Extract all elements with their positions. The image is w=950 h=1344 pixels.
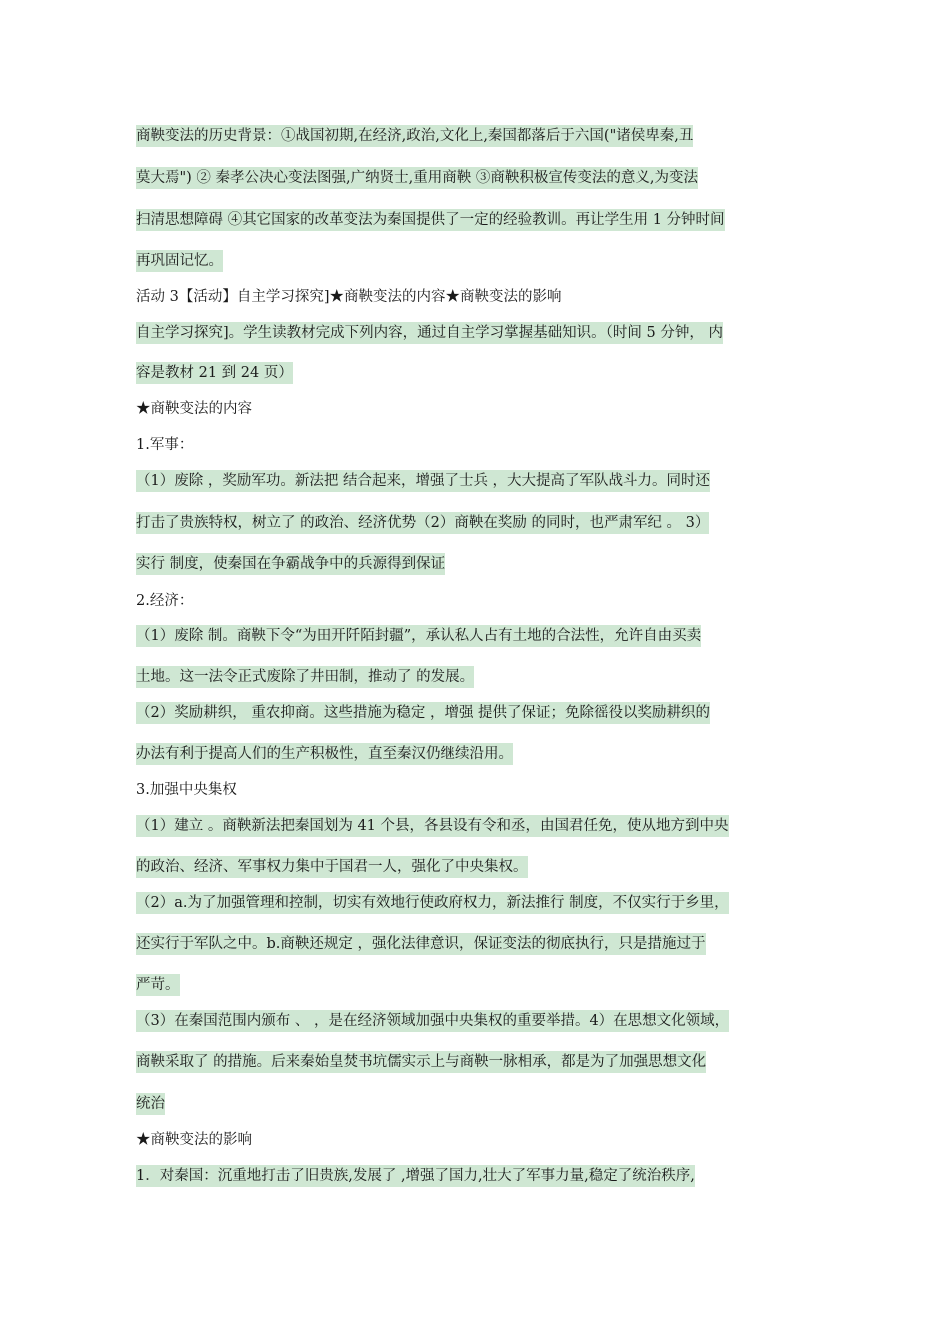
text-line: （1）废除 ，奖励军功。新法把 结合起来，增强了士兵 ，大大提高了军队战斗力。同时还 bbox=[136, 470, 710, 492]
text-line: 土地。这一法令正式废除了井田制，推动了 的发展。 bbox=[136, 666, 474, 688]
text-line: （2）a.为了加强管理和控制，切实有效地行使政府权力，新法推行 制度，不仅实行于乡里， bbox=[136, 892, 729, 914]
text-line: （3）在秦国范围内颁布 、 ，是在经济领域加强中央集权的重要举措。4）在思想文化领域， bbox=[136, 1010, 729, 1032]
section-heading: ★商鞅变法的影响 bbox=[136, 1132, 252, 1148]
text-line: （1）废除 制。商鞅下令“为田开阡陌封疆”，承认私人占有土地的合法性，允许自由买卖 bbox=[136, 625, 701, 647]
text-line: 实行 制度，使秦国在争霸战争中的兵源得到保证 bbox=[136, 553, 445, 575]
text-line: 商鞅变法的历史背景：①战国初期,在经济,政治,文化上,秦国都落后于六国("诸侯卑秦,丑 bbox=[136, 125, 693, 147]
text-line: 再巩固记忆。 bbox=[136, 250, 223, 272]
text-line: 莫大焉") ② 秦孝公决心变法图强,广纳贤士,重用商鞅 ③商鞅积极宣传变法的意义,为变法 bbox=[136, 167, 698, 189]
text-line: 商鞅采取了 的措施。后来秦始皇焚书坑儒实示上与商鞅一脉相承，都是为了加强思想文化 bbox=[136, 1051, 706, 1073]
subsection-heading: 3.加强中央集权 bbox=[136, 782, 237, 798]
text-line: 容是教材 21 到 24 页） bbox=[136, 362, 293, 384]
activity-heading: 活动 3【活动】自主学习探究]★商鞅变法的内容★商鞅变法的影响 bbox=[136, 289, 562, 305]
text-line: 统治 bbox=[136, 1093, 165, 1115]
text-line: 还实行于军队之中。b.商鞅还规定 ，强化法律意识，保证变法的彻底执行，只是措施过于 bbox=[136, 933, 706, 955]
section-heading: ★商鞅变法的内容 bbox=[136, 401, 252, 417]
text-line: 办法有利于提高人们的生产积极性，直至秦汉仍继续沿用。 bbox=[136, 743, 513, 765]
text-line: 1．对秦国：沉重地打击了旧贵族,发展了 ,增强了国力,壮大了军事力量,稳定了统治秩序, bbox=[136, 1165, 695, 1187]
subsection-heading: 1.军事： bbox=[136, 437, 194, 453]
text-line: （2）奖励耕织， 重农抑商。这些措施为稳定 ，增强 提供了保证；免除徭役以奖励耕织的 bbox=[136, 702, 710, 724]
text-line: 扫清思想障碍 ④其它国家的改革变法为秦国提供了一定的经验教训。再让学生用 1 分钟时间 bbox=[136, 209, 725, 231]
text-line: 打击了贵族特权，树立了 的政治、经济优势（2）商鞅在奖励 的同时，也严肃军纪 。 3） bbox=[136, 512, 709, 534]
text-line: 自主学习探究]。学生读教材完成下列内容，通过自主学习掌握基础知识。（时间 5 分钟， 内 bbox=[136, 322, 723, 344]
subsection-heading: 2.经济： bbox=[136, 593, 194, 609]
text-line: 严苛。 bbox=[136, 974, 180, 996]
text-line: 的政治、经济、军事权力集中于国君一人，强化了中央集权。 bbox=[136, 856, 528, 878]
text-line: （1）建立 。商鞅新法把秦国划为 41 个县，各县设有令和丞，由国君任免，使从地方到中央 bbox=[136, 815, 729, 837]
